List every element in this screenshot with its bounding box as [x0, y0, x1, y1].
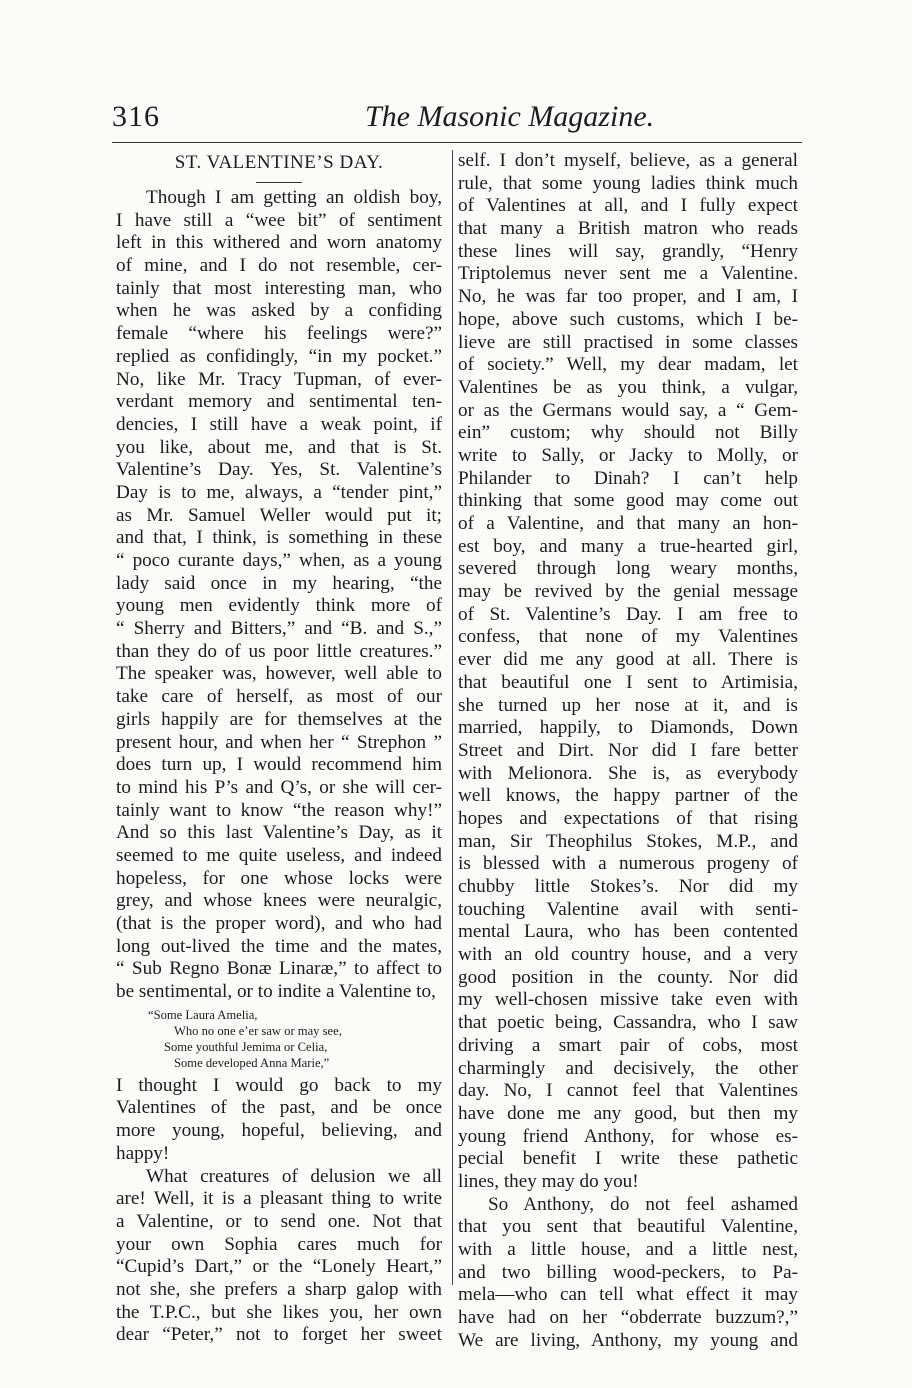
text-line: mental Laura, who has been contented	[458, 921, 798, 943]
running-head	[0, 0, 912, 150]
text-line: and that, I think, is something in these	[116, 527, 442, 549]
text-line: and two billing wood-peckers, to Pa-	[458, 1261, 798, 1283]
text-line: than they do of us poor little creatures.”	[116, 640, 442, 662]
text-line: when he was asked by a confiding	[116, 300, 442, 322]
right-column	[458, 150, 798, 1352]
text-line: lady said once in my hearing, “the	[116, 572, 442, 594]
text-line: married, happily, to Diamonds, Down	[458, 717, 798, 739]
text-line: lieve are still practised in some classes	[458, 331, 798, 353]
text-line: severed through long weary months,	[458, 558, 798, 580]
text-line: hopeless, for one whose locks were	[116, 867, 442, 889]
text-line: dencies, I still have a weak point, if	[116, 413, 442, 435]
text-line: of mine, and I do not resemble, cer-	[116, 255, 442, 277]
text-line: happy!	[116, 1142, 170, 1164]
text-line: “ poco curante days,” when, as a young	[116, 550, 442, 571]
text-line: We are living, Anthony, my young and	[458, 1329, 798, 1351]
text-line: verdant memory and sentimental ten-	[116, 391, 442, 413]
left-column	[116, 150, 442, 1347]
right-column-text	[458, 150, 798, 1352]
verse-line: Who no one e’er saw or may see,	[174, 1023, 342, 1038]
text-line: of society.” Well, my dear madam, let	[458, 354, 798, 376]
text-line: touching Valentine avail with senti-	[458, 898, 798, 920]
text-line: No, like Mr. Tracy Tupman, of ever-	[116, 368, 442, 390]
text-line: Valentine’s Day. Yes, St. Valentine’s	[116, 459, 442, 481]
text-line: well knows, the happy partner of the	[458, 785, 798, 807]
text-line: Triptolemus never sent me a Valentine.	[458, 263, 798, 285]
text-line: Day is to me, always, a “tender pint,”	[116, 481, 442, 503]
verse-line: “Some Laura Amelia,	[148, 1007, 258, 1022]
text-line: mela—who can tell what effect it may	[458, 1284, 798, 1306]
text-line: What creatures of delusion we all	[146, 1165, 442, 1187]
text-line: Though I am getting an oldish boy,	[146, 187, 442, 208]
text-line: that poetic being, Cassandra, who I saw	[458, 1012, 798, 1034]
text-line: your own Sophia cares much for	[116, 1233, 442, 1255]
text-line: is blessed with a numerous progeny of	[458, 853, 798, 875]
text-line: chubby little Stokes’s. Nor did my	[458, 876, 798, 897]
text-line: ever did me any good at all. There is	[458, 649, 798, 671]
text-line: present hour, and when her “ Strephon ”	[116, 731, 442, 753]
text-line: tainly want to know “the reason why!”	[116, 799, 442, 821]
text-line: these lines will say, grandly, “Henry	[458, 240, 798, 262]
text-line: of a Valentine, and that many an hon-	[458, 513, 798, 534]
text-line: with an old country house, and a very	[458, 944, 798, 966]
text-line: grey, and whose knees were neuralgic,	[116, 890, 442, 912]
page-number: 316	[112, 100, 160, 133]
left-column-text	[116, 187, 442, 1004]
text-line: Valentines of the past, and be once	[116, 1097, 442, 1119]
text-line: long out-lived the time and the mates,	[116, 935, 442, 957]
text-line: I have still a “wee bit” of sentiment	[116, 209, 442, 231]
text-line: No, he was far too proper, and I am, I	[458, 286, 798, 308]
text-line: “Cupid’s Dart,” or the “Lonely Heart,”	[116, 1256, 442, 1278]
text-line: girls happily are for themselves at the	[116, 708, 442, 730]
verse-line: Some youthful Jemima or Celia,	[164, 1039, 328, 1054]
text-line: that beautiful one I sent to Artimisia,	[458, 671, 798, 693]
text-line: a Valentine, or to send one. Not that	[116, 1210, 442, 1232]
text-line: left in this withered and worn anatomy	[116, 232, 442, 254]
text-line: be sentimental, or to indite a Valentine to,	[116, 981, 436, 1003]
text-line: hopes and expectations of that rising	[458, 807, 798, 829]
text-line: does turn up, I would recommend him	[116, 754, 442, 776]
text-line: female “where his feelings were?”	[116, 323, 442, 345]
text-line: man, Sir Theophilus Stokes, M.P., and	[458, 830, 798, 852]
text-line: Street and Dirt. Nor did I fare better	[458, 739, 798, 761]
text-line: confess, that none of my Valentines	[458, 626, 798, 648]
text-line: young friend Anthony, for whose es-	[458, 1125, 798, 1147]
header-rule	[112, 142, 802, 143]
text-line: tainly that most interesting man, who	[116, 277, 442, 299]
text-line: “ Sub Regno Bonæ Linaræ,” to affect to	[116, 958, 442, 980]
text-line: you like, about me, and that is St.	[116, 436, 442, 458]
text-line: And so this last Valentine’s Day, as it	[116, 822, 442, 844]
text-line: that you sent that beautiful Valentine,	[458, 1216, 798, 1238]
text-line: thinking that some good may come out	[458, 490, 798, 512]
text-line: dear “Peter,” not to forget her sweet	[116, 1324, 442, 1346]
text-line: “ Sherry and Bitters,” and “B. and S.,”	[116, 618, 442, 640]
text-line: (that is the proper word), and who had	[116, 913, 442, 934]
text-line: good position in the county. Nor did	[458, 966, 798, 988]
text-line: or as the Germans would say, a “ Gem-	[458, 399, 798, 421]
text-line: have had on her “obderrate buzzum?,”	[458, 1307, 798, 1329]
left-column-text-continued	[116, 1075, 442, 1347]
title-rule	[256, 182, 302, 183]
verse-quote	[116, 1007, 442, 1071]
text-line: she turned up her nose at it, and is	[458, 694, 798, 716]
text-line: have done me any good, but then my	[458, 1102, 798, 1124]
text-line: the T.P.C., but she likes you, her own	[116, 1301, 442, 1323]
text-line: So Anthony, do not feel ashamed	[488, 1193, 798, 1215]
text-line: seemed to me quite useless, and indeed	[116, 844, 442, 866]
text-line: pecial benefit I write these pathetic	[458, 1148, 798, 1170]
text-line: of Valentines at all, and I fully expect	[458, 195, 798, 217]
text-line: to mind his P’s and Q’s, or she will cer-	[116, 776, 442, 798]
column-divider	[452, 150, 453, 1285]
text-line: The speaker was, however, well able to	[116, 663, 442, 685]
text-line: may be revived by the genial message	[458, 581, 798, 603]
text-line: my well-chosen missive take even with	[458, 989, 798, 1011]
text-line: Philander to Dinah? I can’t help	[458, 467, 798, 489]
text-line: are! Well, it is a pleasant thing to write	[116, 1188, 442, 1210]
journal-title: The Masonic Magazine.	[365, 100, 655, 133]
text-line: more young, hopeful, believing, and	[116, 1120, 442, 1142]
text-line: rule, that some young ladies think much	[458, 172, 798, 194]
text-line: day. No, I cannot feel that Valentines	[458, 1080, 798, 1102]
text-line: self. I don’t myself, believe, as a general	[458, 150, 798, 171]
text-line: take care of herself, as most of our	[116, 686, 442, 708]
text-line: as Mr. Samuel Weller would put it;	[116, 504, 442, 526]
text-line: hope, above such customs, which I be-	[458, 308, 798, 330]
text-line: with Melionora. She is, as everybody	[458, 762, 798, 784]
text-line: ein” custom; why should not Billy	[458, 422, 798, 444]
text-line: I thought I would go back to my	[116, 1074, 442, 1096]
article-title: ST. VALENTINE’S DAY.	[174, 152, 384, 173]
text-line: Valentines be as you think, a vulgar,	[458, 376, 798, 398]
text-line: driving a smart pair of cobs, most	[458, 1034, 798, 1056]
verse-line: Some developed Anna Marie,”	[174, 1055, 330, 1070]
text-line: with a little house, and a little nest,	[458, 1239, 798, 1260]
text-line: young men evidently think more of	[116, 595, 442, 617]
text-line: replied as confidingly, “in my pocket.”	[116, 345, 442, 367]
text-line: charmingly and decisively, the other	[458, 1057, 798, 1079]
text-line: est boy, and many a true-hearted girl,	[458, 535, 798, 557]
text-line: lines, they may do you!	[458, 1170, 639, 1192]
text-line: not she, she prefers a sharp galop with	[116, 1278, 442, 1300]
text-line: write to Sally, or Jacky to Molly, or	[458, 444, 798, 466]
text-line: of St. Valentine’s Day. I am free to	[458, 603, 798, 625]
text-line: that many a British matron who reads	[458, 218, 798, 240]
